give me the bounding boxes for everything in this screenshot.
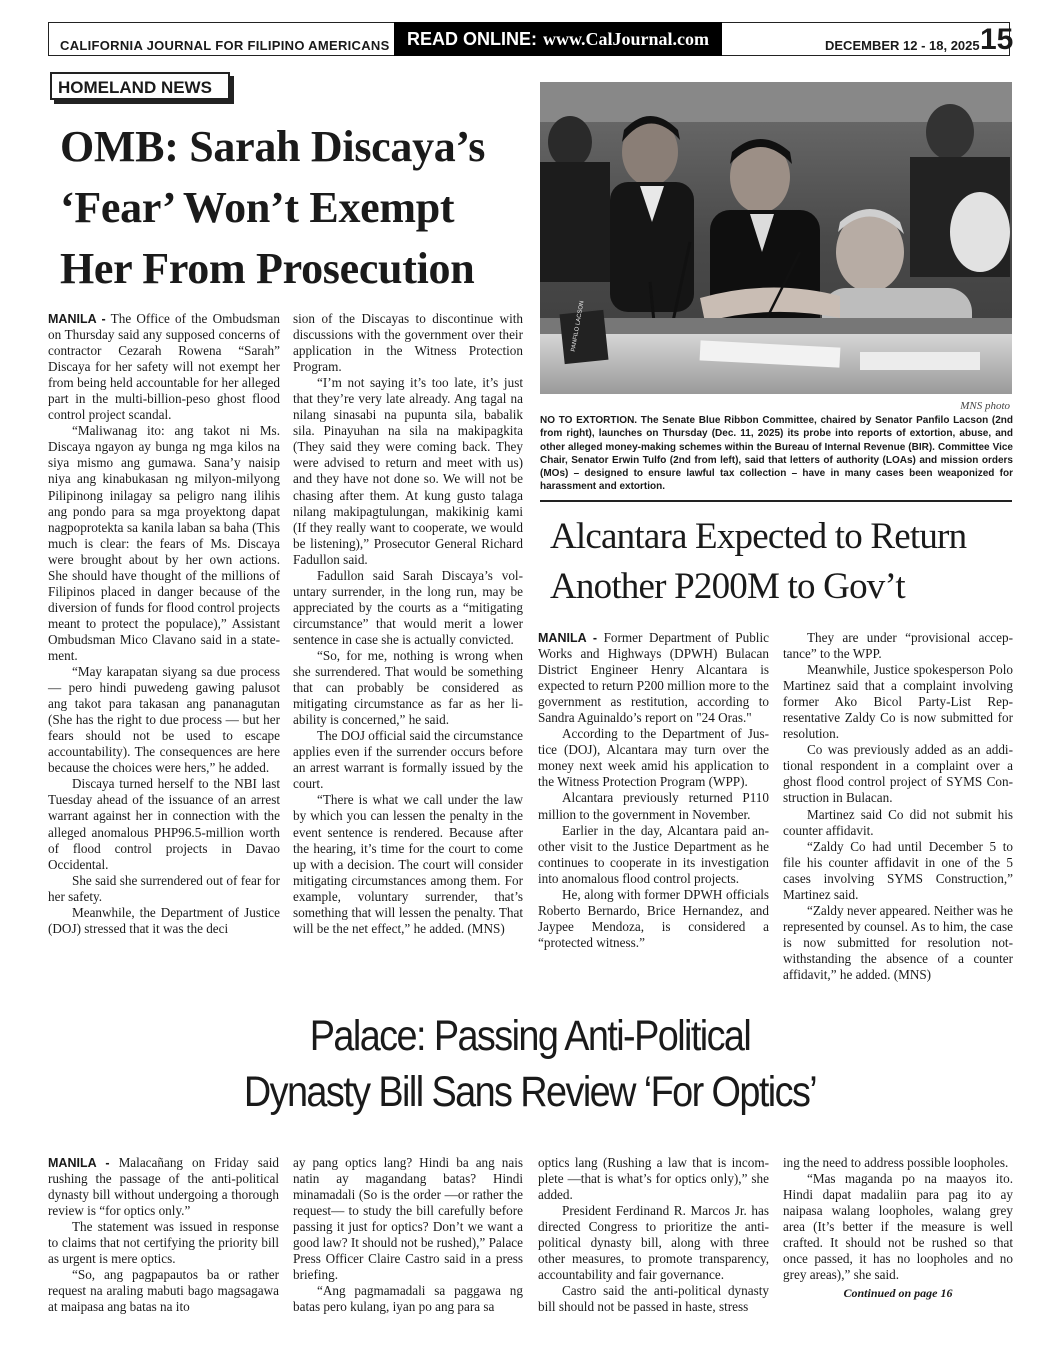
photo-credit: MNS photo	[960, 400, 1010, 412]
paragraph: “There is what we call under the law by which you can lessen the penalty in the event sentence is rendered. Because after the hearing, it’s time for the court to come up with a decision. The court will consider mitigating circumstances among them. For example, voluntary surrender, that’s something that will lessen the penalty. That will be the net effect,” he added. (MNS)	[293, 792, 523, 936]
dateline: MANILA -	[538, 631, 598, 645]
article3-headline	[196, 1008, 865, 1120]
paragraph: Co was previously added as an additional respondent in a complaint over a ghost flood control project of SYMS Construction in Bulacan.	[783, 742, 1013, 806]
headline-line-1: Palace: Passing Anti-Political	[309, 1012, 751, 1060]
paragraph: “Zaldy never appeared. Neither was he represented by counsel. As to him, the case is now submitted for resolution notwithstanding the absence of a counter affidavit,” he added. (MNS)	[783, 902, 1013, 982]
headline-line-2: Dynasty Bill Sans Review ‘For Optics’	[243, 1068, 817, 1116]
dateline: MANILA -	[48, 1156, 110, 1170]
publication-name: CALIFORNIA JOURNAL FOR FILIPINO AMERICANS	[60, 38, 390, 53]
read-online-label: READ ONLINE:	[407, 28, 537, 49]
paragraph: Meanwhile, Justice spokesperson Polo Martinez said that a complaint involving former Ako Bicol Party-List Representative Zaldy Co is now submitted for resolution.	[783, 662, 1013, 742]
paragraph: MANILA - The Office of the Ombudsman on Thursday said any supposed concerns of contractor Cezarah Rowena “Sarah” Discaya for her safety will not exempt her from being held accountable for her alleged part in the multi-billion-peso ghost flood control project scandal.	[48, 311, 280, 423]
paragraph: ing the need to address possible loopholes.	[783, 1155, 1009, 1170]
paragraph: optics lang (Rushing a law that is incomplete —that is what’s for optics only),” she added.	[538, 1155, 769, 1203]
issue-date: DECEMBER 12 - 18, 2025	[825, 38, 980, 53]
article3-column-1	[48, 1155, 279, 1315]
paragraph: The statement was issued in response to claims that not certifying the priority bill as urgent is mere optics.	[48, 1219, 279, 1267]
article1-column-2	[293, 311, 523, 937]
paragraph: MANILA - Former Department of Public Works and Highways (DPWH) Bulacan District Engineer Henry Alcantara is expected to return P200 million more to the government as restitution, according to Sandra Aguinaldo’s report on "24 Oras."	[538, 630, 769, 726]
page-number: 15	[980, 23, 1014, 56]
article3-column-2	[293, 1155, 523, 1315]
section-label: HOMELAND NEWS	[50, 72, 230, 100]
paragraph: She said she surrendered out of fear for her safety.	[48, 872, 280, 904]
photo-caption: NO TO EXTORTION. The Senate Blue Ribbon Committee, chaired by Senator Panfilo Lacson (2nd from right), launches on Thursday (Dec. 11, 2025) its probe into reports of extortion, abuse, and other alleged money-making schemes within the Bureau of Internal Revenue (BIR). Committee Vice Chair, Senator Erwin Tulfo (2nd from left), said that letters of authority (LOAs) and mission orders (MOs) – designed to ensure lawful tax collection – have in many cases been weaponized for harassment and extortion.	[540, 415, 1013, 493]
photo-illustration	[540, 82, 1012, 394]
paragraph: The DOJ official said the circumstance applies even if the surrender occurs before an arrest warrant is formally issued by the court.	[293, 728, 523, 792]
website-link[interactable]: www.CalJournal.com	[543, 28, 709, 49]
paragraph: “Ang pagmamadali sa paggawa ng batas pero kulang, iyan po ang para sa	[293, 1283, 523, 1315]
paragraph: President Ferdinand R. Marcos Jr. has directed Congress to prioritize the anti-political dynasty bill, along with three other measures, to promote transparency, accountability and fair governance.	[538, 1203, 769, 1283]
read-online-banner[interactable]	[394, 22, 722, 56]
article1-column-1	[48, 311, 280, 937]
paragraph: ay pang optics lang? Hindi ba ang nais natin ay magandang batas? Hindi minamadali (So is the order —or rather the request— to study the bill carefully before passing it just for optics? Don’t we want a good law? It should not be rushed),” Palace Press Officer Claire Castro said in a press briefing.	[293, 1155, 523, 1283]
article2-column-2	[783, 630, 1013, 983]
paragraph: They are under “provisional acceptance” to the WPP.	[783, 630, 1013, 662]
paragraph: “I’m not saying it’s too late, it’s just that they’re very late already. Ang tagal na nilang sinasabi na pupunta sila, babalik sila. Pinayuhan na sila na makipagkita (They said they were coming back. They were advised to return and meet with us) and they have not done so. We will not be chasing after them. At kung gusto talaga nilang makipagtulungan, makikinig kami (If they really want to cooperate, we would be listening),” Prosecutor General Richard Fadullon said.	[293, 375, 523, 567]
paragraph: Earlier in the day, Alcantara paid another visit to the Justice Department as he continues to cooperate in its investigation into anomalous flood control projects.	[538, 822, 769, 886]
senate-hearing-photo	[540, 82, 1012, 394]
article2-column-1	[538, 630, 769, 951]
paragraph: He, along with former DPWH officials Roberto Bernardo, Brice Hernandez, and Jaypee Mendoza, is considered a “protected witness.”	[538, 886, 769, 950]
paragraph: MANILA - Malacañang on Friday said rushing the passage of the anti-political dynasty bill without undergoing a thorough review is “for optics only.”	[48, 1155, 279, 1219]
paragraph: Fadullon said Sarah Discaya’s voluntary surrender, in the long run, may be appreciated by the courts as a “mitigating circumstance” that would merit a lower sentence in case she is actually convicted.	[293, 567, 523, 647]
paragraph: Discaya turned herself to the NBI last Tuesday ahead of the issuance of an arrest warrant against her in connection with the alleged anomalous PHP96.5-million worth of flood control projects in Davao Occidental.	[48, 776, 280, 872]
paragraph: “Maliwanag ito: ang takot ni Ms. Discaya ngayon ay bunga ng mga kilos na siya mismo ang gumawa. Sana’y naisip niya ang kinabukasan ng milyon-milyong Pilipinong inilagay sa peligro nang ilihis ang pondo para sa mga proyektong dapat nagpoprotekta sa kanila laban sa baha (This much is clear: the fears of Ms. Discaya were brought about by her own actions. She should have thought of the millions of Filipinos placed in danger because of the diversion of funds for flood control projects meant to protect the populace),” Assistant Ombudsman Mico Clavano said in a statement.	[48, 423, 280, 663]
article1-headline: OMB: Sarah Discaya’s ‘Fear’ Won’t Exempt Her From Prosecution	[60, 122, 486, 293]
paragraph: Alcantara previously returned P110 million to the government in November.	[538, 790, 769, 822]
paragraph: According to the Department of Justice (DOJ), Alcantara may turn over the money next week amid his application to the Witness Protection Program (WPP).	[538, 726, 769, 790]
article2-headline: Alcantara Expected to Return Another P200M to Gov’t	[550, 516, 967, 607]
paragraph: “So, ang pagpapautos ba or rather request na araling mabuti bago magsagawa at maipasa ang batas na ito	[48, 1267, 279, 1315]
paragraph: “So, for me, nothing is wrong when she surrendered. That would be something that can probably be considered as mitigating circumstance as far as her liability is concerned,” he said.	[293, 647, 523, 728]
paragraph: sion of the Discayas to discontinue with discussions with the government over their application in the Witness Protection Program.	[293, 311, 523, 375]
continued-link[interactable]: Continued on page 16	[843, 1286, 953, 1301]
paragraph: “Mas maganda po na maayos ito. Hindi dapat madaliin para pag ito ay naipasa walang loopholes, walang grey area (It’s better if the measure is well crafted. It should not be rushed so that once passed, it has no loopholes and no grey areas),” she said.	[783, 1171, 1013, 1283]
dateline: MANILA -	[48, 312, 106, 326]
paragraph: Castro said the anti-political dynasty bill should not be passed in haste, stress	[538, 1283, 769, 1315]
placard-text: PANFILO LACSON	[570, 300, 586, 353]
paragraph: Martinez said Co did not submit his counter affidavit.	[783, 806, 1013, 838]
paragraph: “Zaldy Co had until December 5 to file his counter affidavit in one of the 5 cases involving SYMS Construction,” Martinez said.	[783, 838, 1013, 902]
article3-column-4	[783, 1155, 1013, 1301]
paragraph: “May karapatan siyang sa due process — pero hindi puwedeng gawing palusot ang takot para takasan ang pananagutan (She has the right to due process — but her fears should not be used to escape accountability). The consequences are here because the choices were hers,” he added.	[48, 664, 280, 776]
divider-rule	[540, 500, 1012, 502]
article3-column-3	[538, 1155, 769, 1315]
paragraph: Meanwhile, the Department of Justice (DOJ) stressed that it was the deci	[48, 904, 280, 936]
